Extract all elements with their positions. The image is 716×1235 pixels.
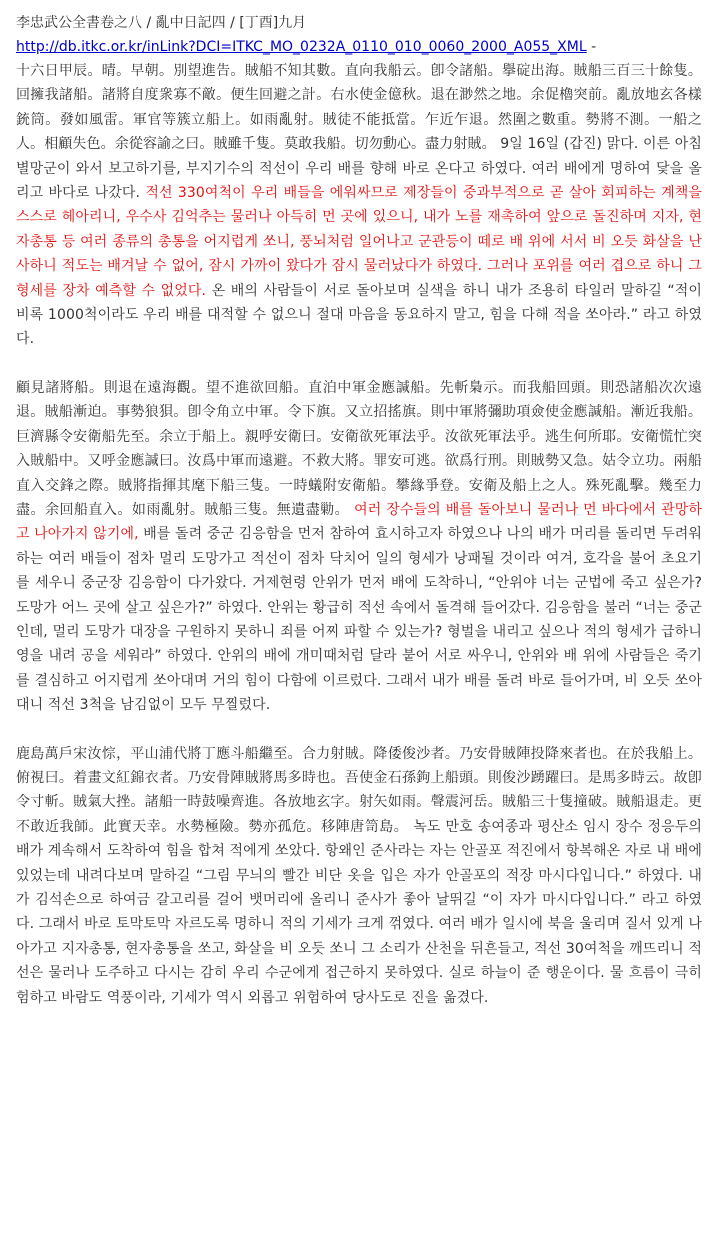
diary-paragraph [16, 376, 702, 718]
diary-paragraph [16, 742, 702, 1010]
highlighted-segment: 적선 330여척이 우리 배들을 에워싸므로 제장들이 중과부적으로 곧 살아 회피하는 계책을 스스로 헤아리니, 우수사 김억추는 물러나 아득히 먼 곳에 있으니, 내가 노를 재촉하여 앞으로 돌진하며 지자, 현자총통 등 여러 종류의 총통을 어지럽게 쏘니, 풍뇌처럼 일어나고 군관등이 떼로 배 위에 서서 비 오듯 화살을 난사하니 적도는 배겨날 수 없어, 잠시 가까이 왔다가 잠시 물러났다가 하였다. 그러나 포위를 여러 겹으로 하니 그 형세를 장차 예측할 수 없었다. [16, 185, 702, 299]
source-separator: - [586, 39, 597, 55]
source-line [16, 36, 702, 59]
source-link[interactable]: http://db.itkc.or.kr/inLink?DCI=ITKC_MO_0232A_0110_010_0060_2000_A055_XML [16, 39, 587, 55]
text-segment: 十六日甲辰。晴。早朝。別望進告。賊船不知其數。直向我船云。卽令諸船。擧碇出海。賊船三百三十餘隻。回擁我諸船。諸將自度衆寡不敵。便生回避之計。右水使金億秋。退在渺然之地。余促櫓突前。亂放地玄各樣銃筒。發如風雷。軍官等簇立船上。如雨亂射。賊徒不能抵當。乍近乍退。然圍之數重。勢將不測。一船之人。相顧失色。余從容諭之曰。賊雖千隻。莫敢我船。切勿動心。盡力射賊。 9일 16일 (갑진) 맑다. 이른 아침 별망군이 와서 보고하기를, 부지기수의 적선이 우리 배를 향해 바로 온다고 하였다. 여러 배에게 명하여 닻을 올리고 바다로 나갔다. [16, 63, 702, 202]
highlighted-segment: 여러 장수들의 배를 돌아보니 물러나 먼 바다에서 관망하고 나아가지 않기에, [16, 501, 702, 543]
text-segment: 顧見諸將船。則退在遠海觀。望不進欲回船。直泊中軍金應諴船。先斬梟示。而我船回頭。則恐諸船次次遠退。賊船漸迫。事勢狼狽。卽令角立中軍。令下旗。又立招搖旗。則中軍將彌助項僉使金應諴船。漸近我船。巨濟縣令安衛船先至。余立于船上。親呼安衛曰。安衛欲死軍法乎。汝欲死軍法乎。逃生何所耶。安衛慌忙突入賊船中。又呼金應諴曰。汝爲中軍而遠避。不救大將。罪安可逃。欲爲行刑。則賊勢又急。姑令立功。兩船直入交鋒之際。賊將指揮其麾下船三隻。一時蟻附安衛船。攀緣爭登。安衛及船上之人。殊死亂擊。幾至力盡。余回船直入。如雨亂射。賊船三隻。無遺盡勦。 [16, 379, 702, 518]
text-segment: 온 배의 사람들이 서로 돌아보며 실색을 하니 내가 조용히 타일러 말하길 “적이 비록 1000척이라도 우리 배를 대적할 수 없으니 절대 마음을 동요하지 말고, 힘을 다해 적을 쏘아라.” 라고 하였다. [16, 282, 702, 348]
diary-paragraph [16, 59, 702, 352]
diary-body [16, 59, 702, 1010]
text-segment: 鹿島萬戶宋汝悰，平山浦代將丁應斗船繼至。合力射賊。降倭俊沙者。乃安骨賊陣投降來者也。在於我船上。俯視曰。着畫文紅錦衣者。乃安骨陣賊將馬多時也。吾使金石孫鉤上船頭。則俊沙踴躍曰。是馬多時云。故卽令寸斬。賊氣大挫。諸船一時鼓噪齊進。各放地玄字。射矢如雨。聲震河岳。賊船三十隻撞破。賊船退走。更不敢近我師。此實天幸。水勢極險。勢亦孤危。移陣唐笥島。 녹도 만호 송여종과 평산소 임시 장수 정응두의 배가 계속해서 도착하여 힘을 합쳐 적에게 쏘았다. 항왜인 준사라는 자는 안골포 적진에서 항복해온 자로 내 배에 있었는데 내려다보며 말하길 “그림 무늬의 빨간 비단 옷을 입은 자가 안골포의 적장 마시다입니다.” 하였다. 내가 김석손으로 하여금 갈고리를 걸어 뱃머리에 올리니 준사가 좋아 날뛰길 “이 자가 마시다입니다.” 라고 하였다. 그래서 바로 토막토막 자르도록 명하니 적의 기세가 크게 꺾였다. 여러 배가 일시에 북을 울리며 질서 있게 나아가고 지자총통, 현자총통을 쏘고, 화살을 비 오듯 쏘니 그 소리가 산천을 뒤흔들고, 적선 30여척을 깨뜨리니 적선은 물러나 도주하고 다시는 감히 우리 수군에게 접근하지 못하였다. 실로 하늘이 준 행운이다. 물 흐름이 극히 험하고 바람도 역풍이라, 기세가 역시 외롭고 위험하여 당사도로 진을 옮겼다. [16, 745, 702, 1006]
text-segment: 배를 돌려 중군 김응함을 먼저 참하여 효시하고자 하였으나 나의 배가 머리를 돌리면 두려워하는 여러 배들이 점차 멀리 도망가고 적선이 점차 닥치어 일의 형세가 낭패될 것이라 여겨, 호각을 불어 초요기를 세우니 중군장 김응함이 다가왔다. 거제현령 안위가 먼저 배에 도착하니, “안위야 너는 군법에 죽고 싶은가? 도망가 어느 곳에 살고 싶은가?” 하였다. 안위는 황급히 적선 속에서 돌격해 들어갔다. 김응함을 불러 “너는 중군인데, 멀리 도망가 대장을 구원하지 못하니 죄를 어찌 파할 수 있는가? 형벌을 내리고 싶으나 적의 형세가 급하니 영을 내려 공을 세워라” 하였다. 안위의 배에 개미때처럼 달라 붙어 서로 싸우니, 안위와 배 위에 사람들은 죽기를 결심하고 어지럽게 쏘아대며 거의 힘이 다함에 이르렀다. 그래서 내가 배를 돌려 바로 들어가며, 비 오듯 쏘아대니 적선 3척을 남김없이 모두 무찔렀다. [16, 526, 702, 714]
page-heading: 李忠武公全書卷之八 / 亂中日記四 / [丁酉]九月 [16, 15, 307, 31]
